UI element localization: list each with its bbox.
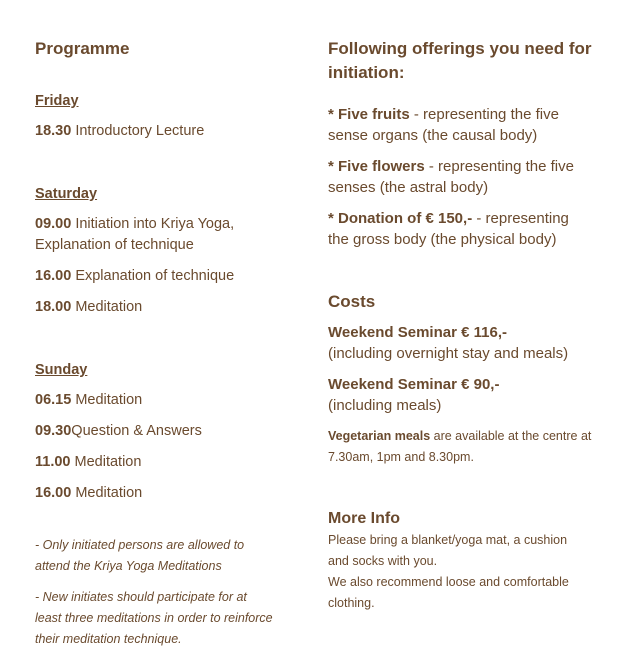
programme-title: Programme [35,39,130,58]
schedule-item: 18.00 Meditation [35,299,143,315]
schedule-item: 06.15 Meditation [35,392,143,408]
schedule-item: 16.00 Meditation [35,485,143,501]
note-line: - Only initiated persons are allowed to [35,538,245,552]
more-info-line: clothing. [328,596,375,610]
vegetarian-meals-note-continued: 7.30am, 1pm and 8.30pm. [328,450,474,464]
day-saturday: Saturday [35,186,98,202]
offering-item: * Five fruits - representing the five [328,106,559,123]
offering-item: * Donation of € 150,- - representing [328,210,569,227]
note-line: their meditation technique. [35,632,182,646]
offerings-title-continued: initiation: [328,63,405,82]
more-info-title: More Info [328,510,400,527]
schedule-item: 16.00 Explanation of technique [35,268,235,284]
schedule-item: 09.30Question & Answers [35,423,202,439]
note-line: least three meditations in order to reinforce [35,611,273,625]
note-line: - New initiates should participate for at [35,590,247,604]
offerings-title: Following offerings you need for [328,39,592,58]
schedule-item: 11.00 Meditation [35,454,142,470]
offering-item: * Five flowers - representing the five [328,158,574,175]
offering-item-continued: senses (the astral body) [328,179,489,196]
day-sunday: Sunday [35,362,88,378]
cost-item-continued: (including meals) [328,397,442,414]
cost-item: Weekend Seminar € 90,- [328,376,500,393]
offering-item-continued: sense organs (the causal body) [328,127,538,144]
costs-title: Costs [328,292,376,311]
schedule-item-continued: Explanation of technique [35,237,194,253]
day-friday: Friday [35,93,79,109]
offering-item-continued: the gross body (the physical body) [328,231,557,248]
cost-item-continued: (including overnight stay and meals) [328,345,569,362]
more-info-line: Please bring a blanket/yoga mat, a cushion [328,533,568,547]
cost-item: Weekend Seminar € 116,- [328,324,507,341]
more-info-line: We also recommend loose and comfortable [328,575,569,589]
vegetarian-meals-note: Vegetarian meals are available at the centre at [328,429,592,443]
more-info-line: and socks with you. [328,554,438,568]
schedule-item: 09.00 Initiation into Kriya Yoga, [35,216,235,232]
schedule-item: 18.30 Introductory Lecture [35,123,205,139]
note-line: attend the Kriya Yoga Meditations [35,559,222,573]
